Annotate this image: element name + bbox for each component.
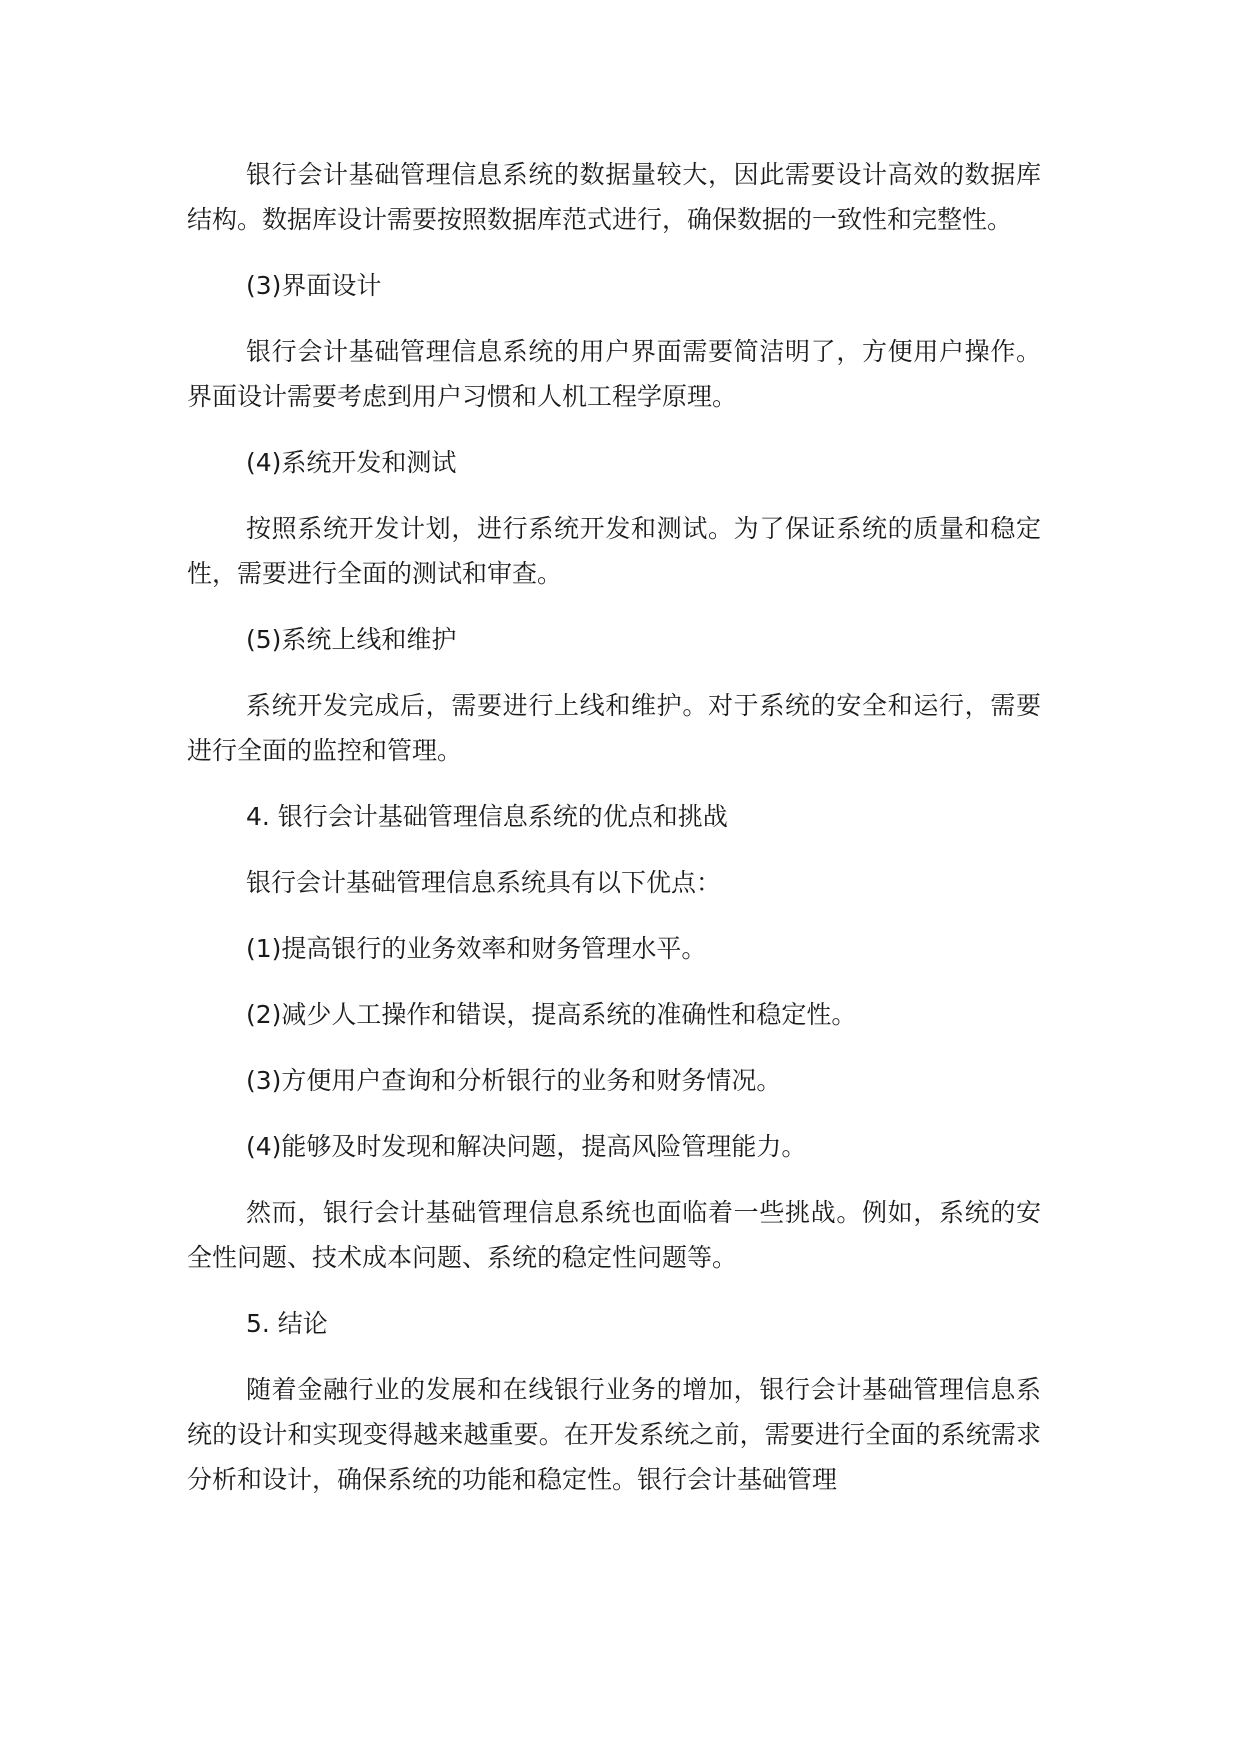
heading-interface-design: (3)界面设计: [246, 271, 382, 300]
paragraph-conclusion: 随着金融行业的发展和在线银行业务的增加，银行会计基础管理信息系统的设计和实现变得越来越重要。在开发系统之前，需要进行全面的系统需求分析和设计，确保系统的功能和稳定性。银行会计基础管理: [187, 1375, 1041, 1494]
list-item-advantage-1: (1)提高银行的业务效率和财务管理水平。: [246, 934, 707, 963]
list-item-advantage-4: (4)能够及时发现和解决问题，提高风险管理能力。: [246, 1132, 807, 1161]
heading-advantages-challenges: 4. 银行会计基础管理信息系统的优点和挑战: [246, 802, 728, 831]
heading-launch-maintenance: (5)系统上线和维护: [246, 625, 457, 654]
paragraph-database-design: 银行会计基础管理信息系统的数据量较大，因此需要设计高效的数据库结构。数据库设计需要按照数据库范式进行，确保数据的一致性和完整性。: [187, 160, 1041, 234]
list-item-advantage-3: (3)方便用户查询和分析银行的业务和财务情况。: [246, 1066, 782, 1095]
list-item-advantage-2: (2)减少人工操作和错误，提高系统的准确性和稳定性。: [246, 1000, 857, 1029]
document-body: [187, 152, 1041, 1523]
heading-conclusion: 5. 结论: [246, 1309, 328, 1338]
paragraph-launch-maintenance: 系统开发完成后，需要进行上线和维护。对于系统的安全和运行，需要进行全面的监控和管理。: [187, 691, 1041, 765]
paragraph-advantages-intro: 银行会计基础管理信息系统具有以下优点：: [246, 868, 722, 897]
heading-development-testing: (4)系统开发和测试: [246, 448, 457, 477]
paragraph-interface-design: 银行会计基础管理信息系统的用户界面需要简洁明了，方便用户操作。界面设计需要考虑到用户习惯和人机工程学原理。: [187, 337, 1041, 411]
paragraph-challenges: 然而，银行会计基础管理信息系统也面临着一些挑战。例如，系统的安全性问题、技术成本问题、系统的稳定性问题等。: [187, 1198, 1041, 1272]
paragraph-development-testing: 按照系统开发计划，进行系统开发和测试。为了保证系统的质量和稳定性，需要进行全面的测试和审查。: [187, 514, 1041, 588]
